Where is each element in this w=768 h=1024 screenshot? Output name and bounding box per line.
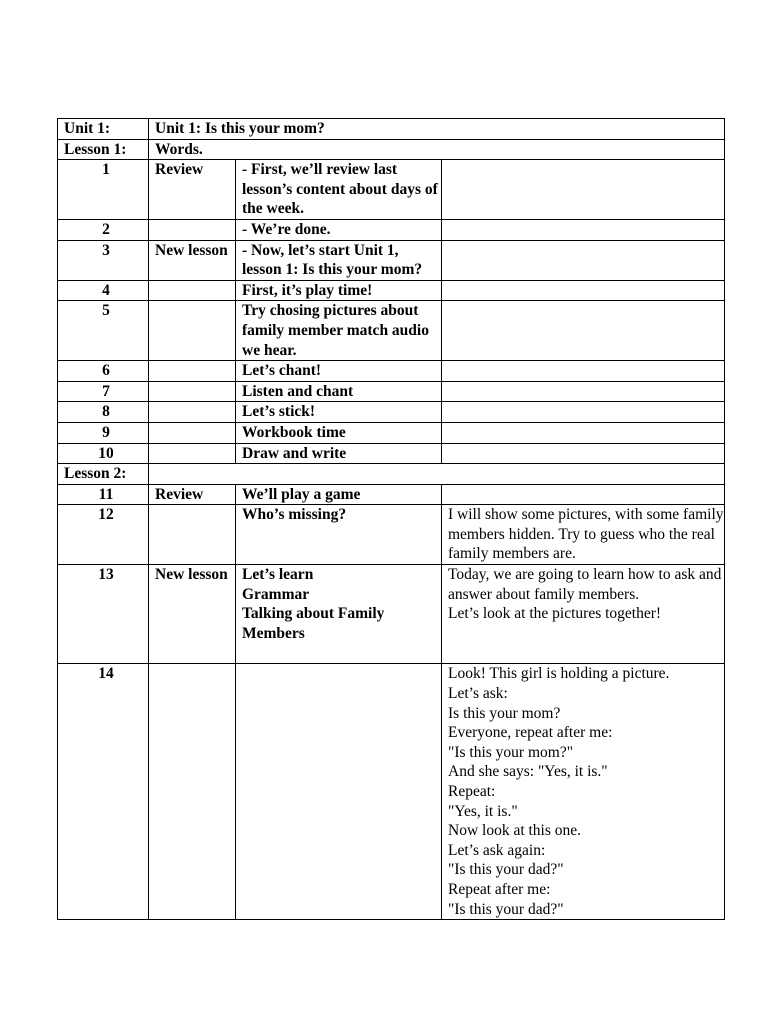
activity-cell: - We’re done.: [236, 219, 442, 240]
lesson-plan-table: [57, 118, 725, 920]
step-number: 3: [58, 240, 149, 280]
script-cell: [442, 280, 725, 301]
activity-cell: Who’s missing?: [236, 505, 442, 565]
stage-cell: [149, 664, 236, 920]
step-number: 12: [58, 505, 149, 565]
stage-cell: Review: [149, 160, 236, 220]
lesson1-title: Words.: [149, 139, 725, 160]
stage-cell: [149, 301, 236, 361]
lesson1-label: Lesson 1:: [58, 139, 149, 160]
stage-cell: [149, 443, 236, 464]
table-row: [58, 361, 725, 382]
activity-cell: Let’s stick!: [236, 402, 442, 423]
script-cell: [442, 301, 725, 361]
step-number: 7: [58, 381, 149, 402]
script-cell: [442, 484, 725, 505]
step-number: 14: [58, 664, 149, 920]
unit-label: Unit 1:: [58, 119, 149, 140]
stage-cell: [149, 361, 236, 382]
unit-row: [58, 119, 725, 140]
stage-cell: New lesson: [149, 240, 236, 280]
table-row: [58, 664, 725, 920]
lesson2-row: [58, 464, 725, 485]
table-row: [58, 219, 725, 240]
step-number: 6: [58, 361, 149, 382]
lesson2-title: [149, 464, 725, 485]
script-cell: I will show some pictures, with some family members hidden. Try to guess who the real family members are.: [442, 505, 725, 565]
script-cell: [442, 422, 725, 443]
table-row: [58, 422, 725, 443]
table-row: [58, 484, 725, 505]
table-row: [58, 565, 725, 664]
lesson2-label: Lesson 2:: [58, 464, 149, 485]
table-row: [58, 240, 725, 280]
step-number: 1: [58, 160, 149, 220]
activity-cell: Draw and write: [236, 443, 442, 464]
unit-title: Unit 1: Is this your mom?: [149, 119, 725, 140]
stage-cell: [149, 219, 236, 240]
stage-cell: [149, 402, 236, 423]
activity-cell: - First, we’ll review last lesson’s content about days of the week.: [236, 160, 442, 220]
table-row: [58, 160, 725, 220]
script-cell: [442, 240, 725, 280]
table-row: [58, 280, 725, 301]
step-number: 5: [58, 301, 149, 361]
stage-cell: [149, 381, 236, 402]
script-cell: [442, 160, 725, 220]
table-row: [58, 381, 725, 402]
script-cell: Today, we are going to learn how to ask and answer about family members. Let’s look at the pictures together!: [442, 565, 725, 664]
step-number: 13: [58, 565, 149, 664]
stage-cell: Review: [149, 484, 236, 505]
script-cell: [442, 402, 725, 423]
stage-cell: [149, 422, 236, 443]
script-cell: [442, 381, 725, 402]
activity-cell: - Now, let’s start Unit 1, lesson 1: Is this your mom?: [236, 240, 442, 280]
step-number: 9: [58, 422, 149, 443]
step-number: 10: [58, 443, 149, 464]
activity-cell: Let’s chant!: [236, 361, 442, 382]
step-number: 11: [58, 484, 149, 505]
table-row: [58, 505, 725, 565]
table-row: [58, 301, 725, 361]
activity-cell: First, it’s play time!: [236, 280, 442, 301]
script-cell: [442, 443, 725, 464]
script-cell: [442, 361, 725, 382]
activity-cell: Let’s learn Grammar Talking about Family Members: [236, 565, 442, 664]
step-number: 8: [58, 402, 149, 423]
activity-cell: Try chosing pictures about family member match audio we hear.: [236, 301, 442, 361]
table-row: [58, 402, 725, 423]
stage-cell: [149, 280, 236, 301]
script-cell: Look! This girl is holding a picture. Let’s ask: Is this your mom? Everyone, repeat after me: "Is this your mom?" And she says: "Yes, it is." Repeat: "Yes, it is." Now look at this one. Let’s ask again: "Is this your dad?" Repeat after me: "Is this your dad?": [442, 664, 725, 920]
script-cell: [442, 219, 725, 240]
activity-cell: Workbook time: [236, 422, 442, 443]
lesson1-row: [58, 139, 725, 160]
stage-cell: New lesson: [149, 565, 236, 664]
step-number: 2: [58, 219, 149, 240]
activity-cell: [236, 664, 442, 920]
step-number: 4: [58, 280, 149, 301]
activity-cell: We’ll play a game: [236, 484, 442, 505]
activity-cell: Listen and chant: [236, 381, 442, 402]
table-row: [58, 443, 725, 464]
stage-cell: [149, 505, 236, 565]
